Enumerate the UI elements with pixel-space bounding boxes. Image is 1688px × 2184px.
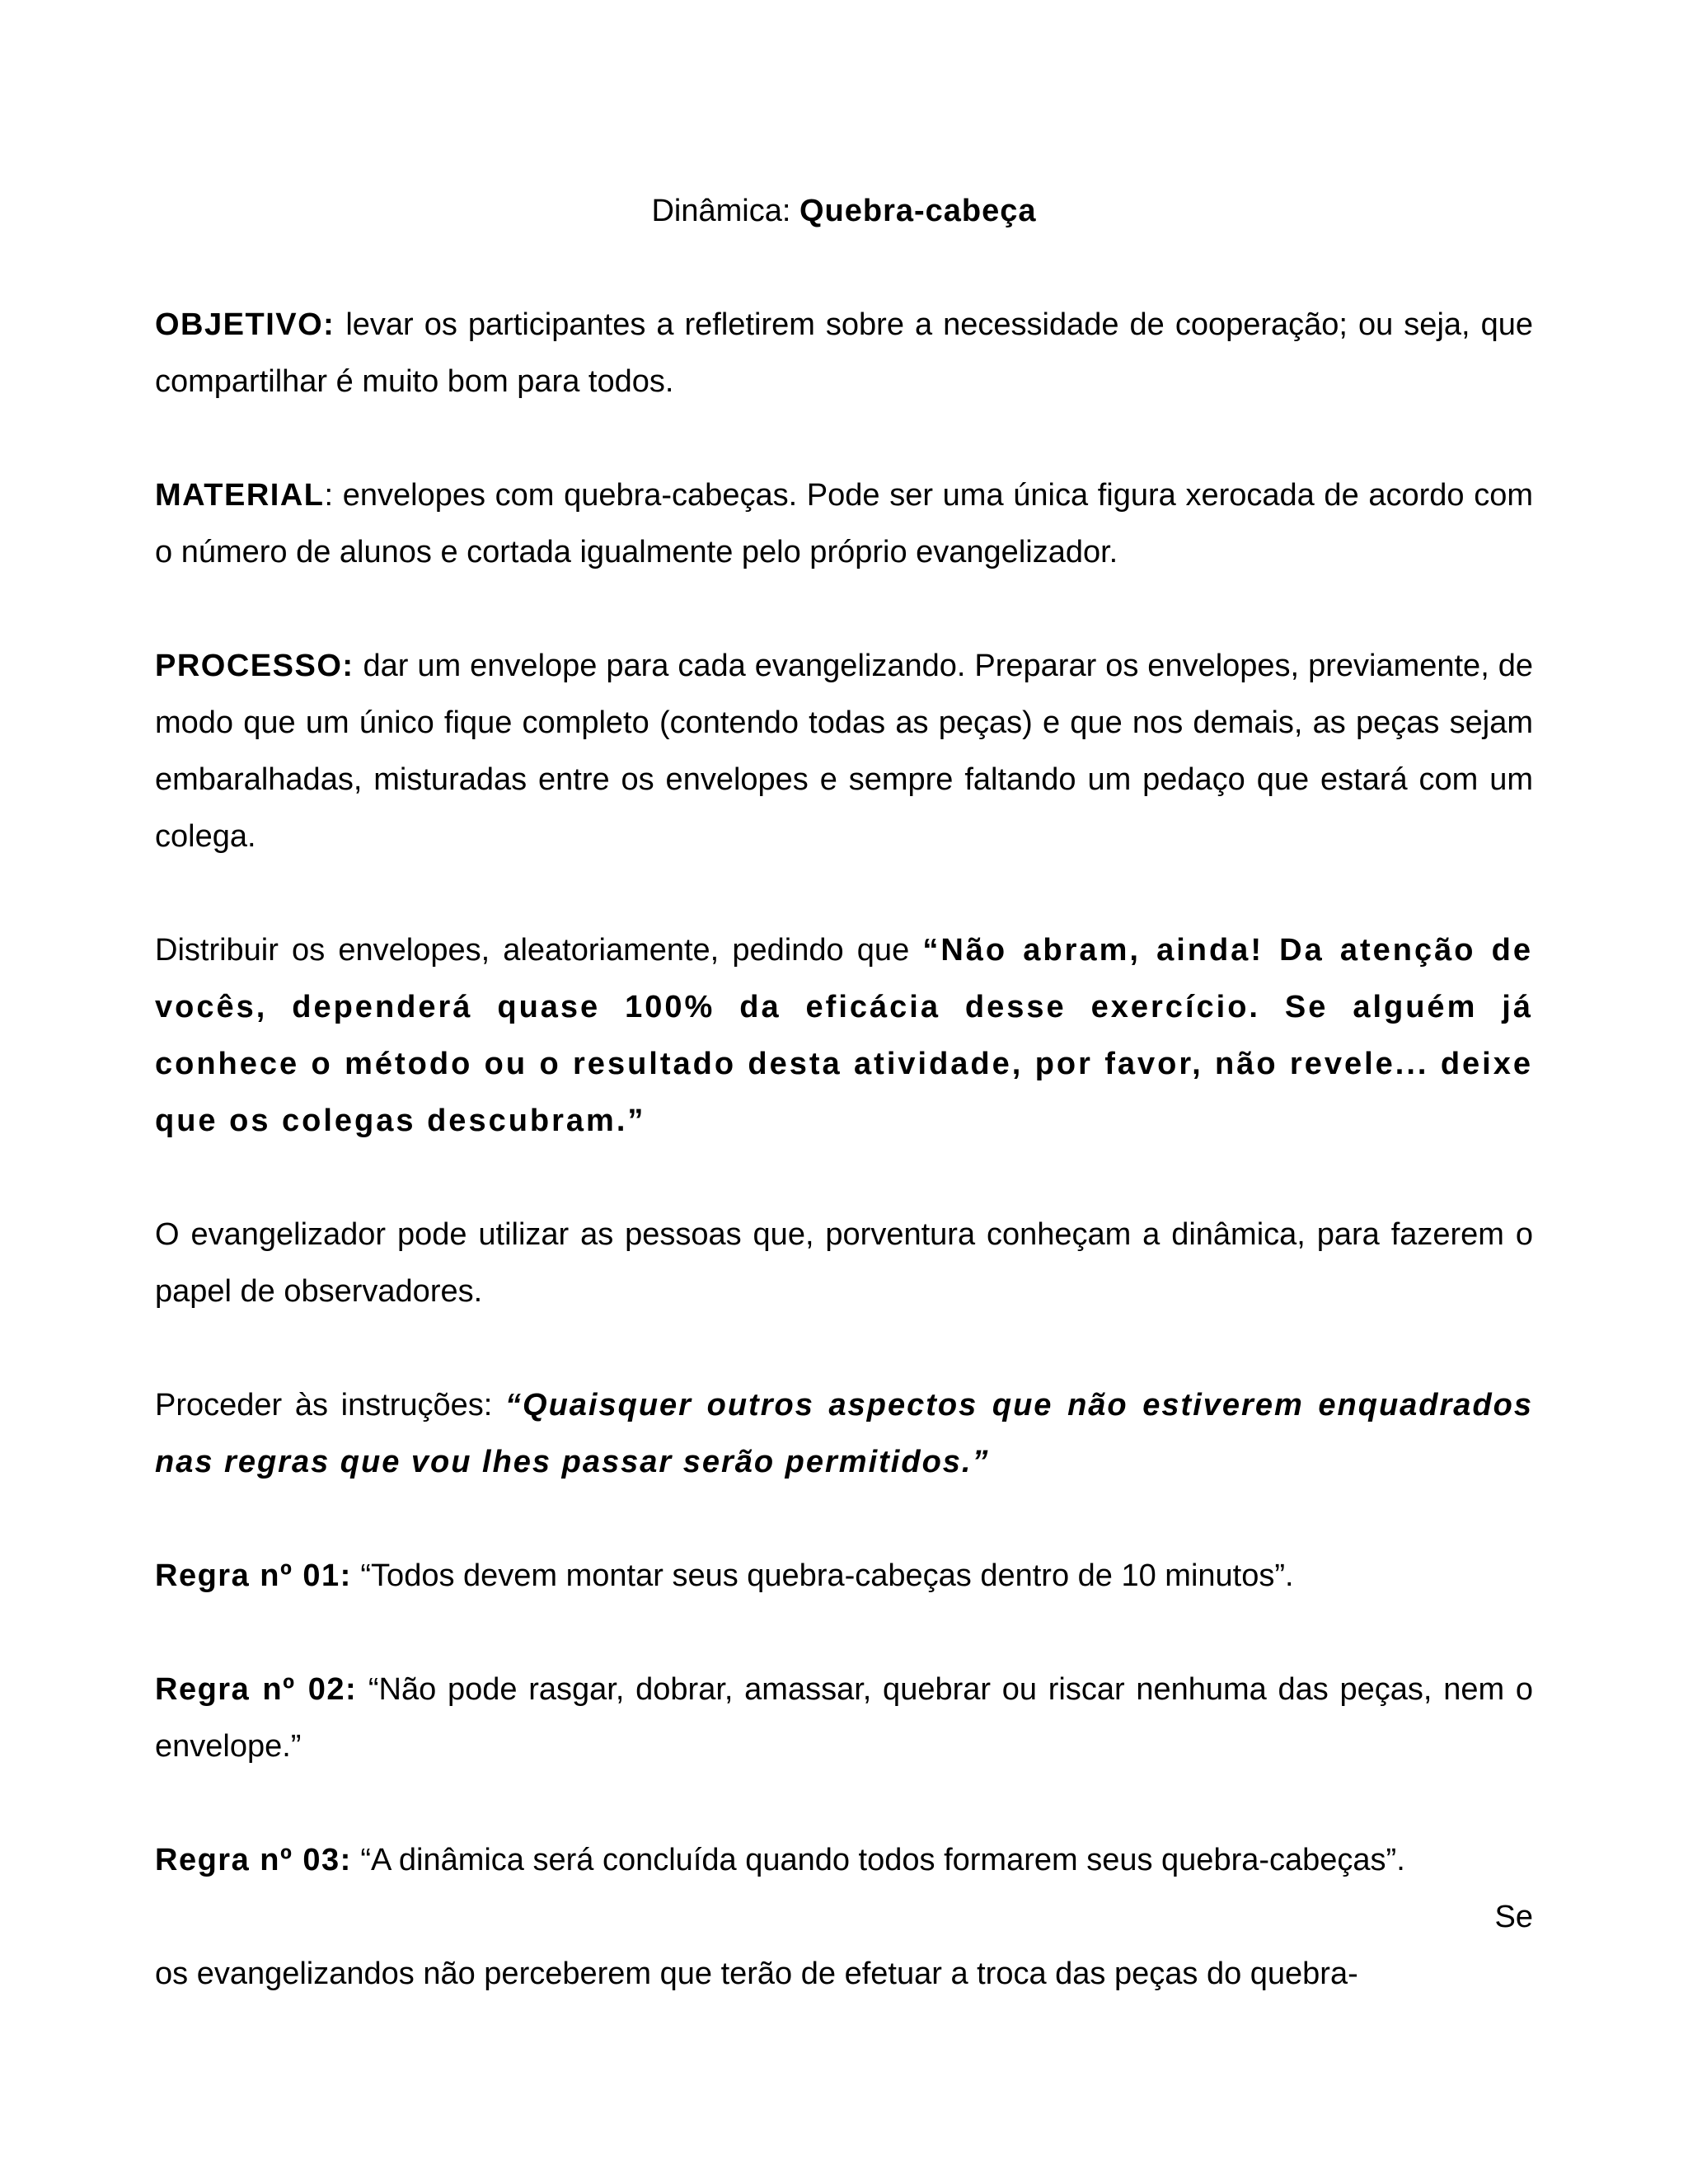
final-text: os evangelizandos não perceberem que terão de efetuar a troca das peças do quebra-: [155, 1957, 1358, 1991]
final-right-word: [155, 1889, 1533, 1946]
instrucoes-text: Proceder às instruções:: [155, 1388, 506, 1422]
objetivo-label: OBJETIVO:: [155, 307, 335, 342]
regra-01-paragraph: [155, 1548, 1533, 1605]
title-main: Quebra-cabeça: [799, 194, 1037, 228]
regra-02-text: “Não pode rasgar, dobrar, amassar, quebrar ou riscar nenhuma das peças, nem o envelope.”: [155, 1672, 1533, 1764]
regra-03-label: Regra nº 03:: [155, 1843, 352, 1877]
processo-label: PROCESSO:: [155, 649, 354, 683]
regra-03-text: “A dinâmica será concluída quando todos formarem seus quebra-cabeças”.: [351, 1843, 1405, 1877]
regra-02-paragraph: [155, 1661, 1533, 1775]
observadores-text: O evangelizador pode utilizar as pessoas que, porventura conheçam a dinâmica, para fazerem o papel de observadores.: [155, 1217, 1533, 1309]
material-label: MATERIAL: [155, 478, 325, 513]
distribuir-text: Distribuir os envelopes, aleatoriamente, pedindo que: [155, 933, 923, 968]
objetivo-text: levar os participantes a refletirem sobre a necessidade de cooperação; ou seja, que compartilhar é muito bom para todos.: [155, 307, 1533, 399]
regra-03-paragraph: [155, 1832, 1533, 1889]
title-prefix: Dinâmica:: [651, 194, 799, 228]
final-paragraph: [155, 1946, 1533, 2003]
regra-01-label: Regra nº 01:: [155, 1558, 352, 1593]
regra-02-label: Regra nº 02:: [155, 1672, 358, 1707]
material-text: : envelopes com quebra-cabeças. Pode ser uma única figura xerocada de acordo com o número de alunos e cortada igualmente pelo próprio evangelizador.: [155, 478, 1533, 569]
processo-paragraph: [155, 638, 1533, 865]
page-title: [155, 183, 1533, 240]
instrucoes-quote: “Quaisquer outros aspectos que não estiverem enquadrados nas regras que vou lhes passar serão permitidos.”: [155, 1388, 1533, 1479]
processo-text: dar um envelope para cada evangelizando. Preparar os envelopes, previamente, de modo que um único fique completo (contendo todas as peças) e que nos demais, as peças sejam embaralhadas, misturadas entre os envelopes e sempre faltando um pedaço que estará com um colega.: [155, 649, 1533, 854]
regra-01-text: “Todos devem montar seus quebra-cabeças dentro de 10 minutos”.: [351, 1558, 1294, 1593]
observadores-paragraph: [155, 1207, 1533, 1320]
objetivo-paragraph: [155, 297, 1533, 410]
distribuir-quote: “Não abram, ainda! Da atenção de vocês, dependerá quase 100% da eficácia desse exercício. Se alguém já conhece o método ou o resultado desta atividade, por favor, não revele... deixe que os colegas descubram.”: [155, 933, 1533, 1138]
material-paragraph: [155, 467, 1533, 581]
instrucoes-paragraph: [155, 1377, 1533, 1491]
distribuir-paragraph: [155, 922, 1533, 1150]
final-se-word: Se: [1494, 1900, 1533, 1934]
